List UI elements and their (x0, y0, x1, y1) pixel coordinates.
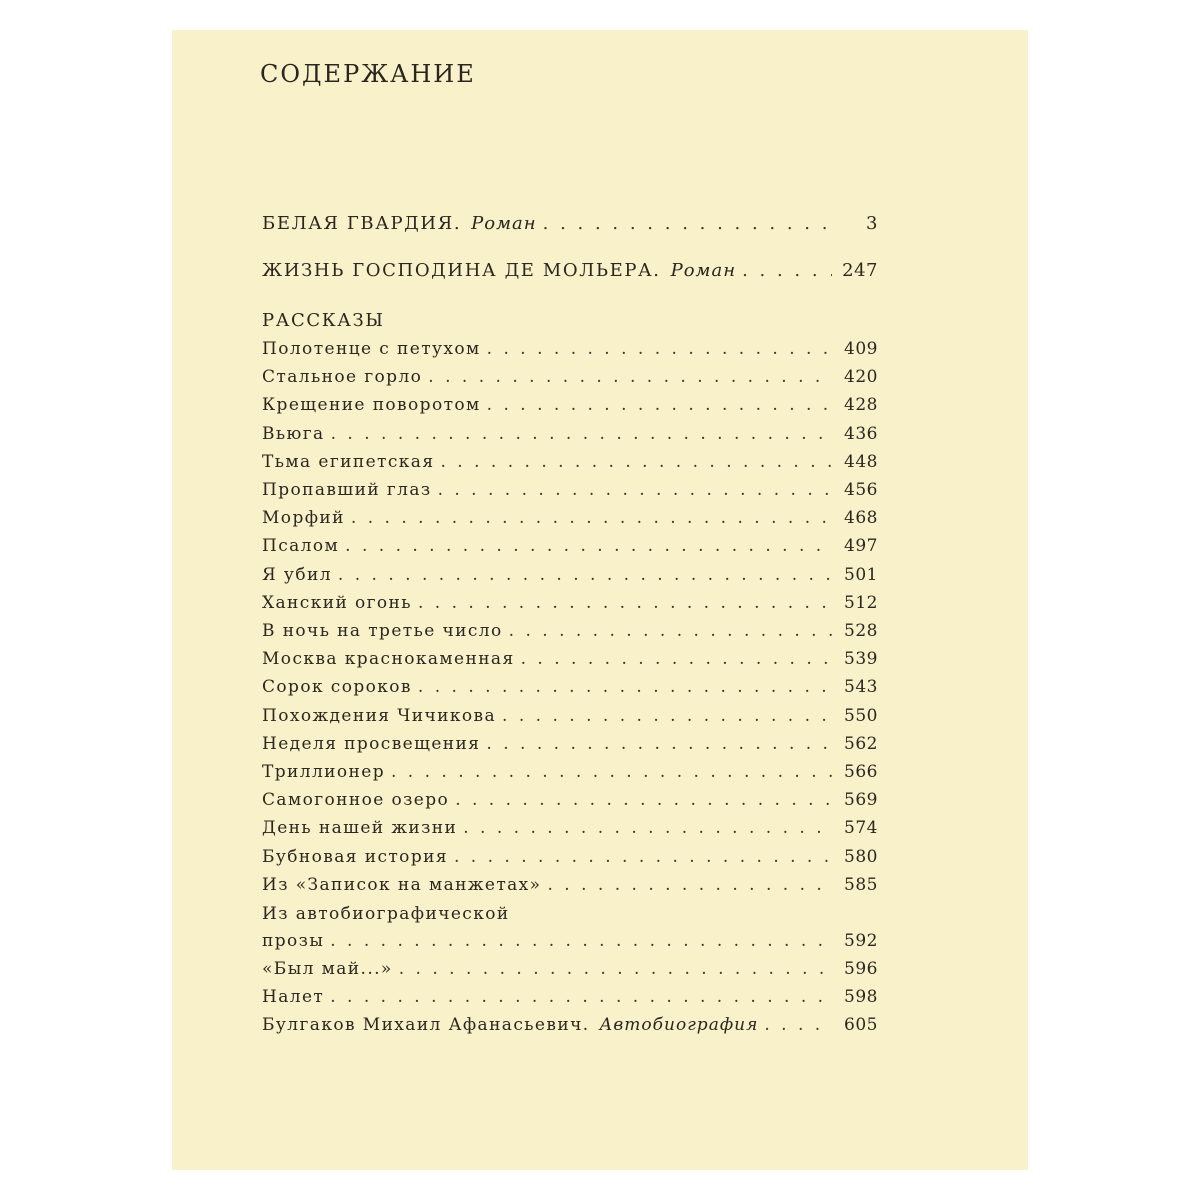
dot-leader (521, 649, 832, 669)
entry-title: Вьюга (262, 423, 325, 444)
dot-leader (543, 213, 832, 234)
toc-entry-story[interactable] (262, 480, 878, 500)
entry-title: Москва краснокаменная (262, 649, 515, 670)
entry-page: 420 (844, 367, 878, 388)
entry-title: День нашей жизни (262, 818, 458, 839)
toc-entry-story[interactable] (262, 677, 878, 697)
toc-entry-story[interactable] (262, 536, 878, 556)
entry-subtitle: Роман (670, 260, 737, 281)
dot-leader (351, 508, 832, 528)
toc-entry-story[interactable] (262, 339, 878, 359)
toc-entry-story[interactable] (262, 395, 878, 415)
contents-heading: СОДЕРЖАНИЕ (260, 60, 476, 88)
entry-title: Я убил (262, 564, 332, 585)
toc-entry-story[interactable] (262, 367, 878, 387)
dot-leader (440, 452, 832, 472)
toc-entry-story[interactable] (262, 847, 878, 867)
entry-page: 585 (844, 874, 878, 895)
dot-leader (418, 593, 832, 613)
toc-entry-story[interactable] (262, 790, 878, 810)
entry-page: 580 (844, 846, 878, 867)
toc-entry-story[interactable] (262, 734, 878, 754)
toc-entry-raid[interactable] (262, 987, 878, 1007)
toc-entry-moliere[interactable] (262, 260, 878, 281)
dot-leader (454, 847, 832, 867)
book-page (172, 30, 1028, 1170)
toc-entry-story[interactable] (262, 762, 878, 782)
toc-entry-story[interactable] (262, 875, 878, 895)
section-heading-stories: РАССКАЗЫ (262, 310, 385, 331)
entry-page: 550 (844, 705, 878, 726)
entry-page: 456 (844, 480, 878, 500)
entry-title: Самогонное озеро (262, 790, 450, 811)
toc-entry-autobiography[interactable] (262, 1015, 878, 1035)
dot-leader (418, 677, 832, 697)
entry-title: Налет (262, 987, 325, 1007)
toc-entry-story[interactable] (262, 508, 878, 528)
entry-page: 501 (844, 564, 878, 585)
entry-page: 592 (844, 931, 878, 951)
dot-leader (330, 931, 832, 951)
entry-page: 605 (844, 1015, 878, 1035)
toc-entry-story[interactable] (262, 452, 878, 472)
entry-page: 543 (844, 677, 878, 698)
entry-title: Сорок сороков (262, 677, 412, 698)
dot-leader (463, 818, 832, 838)
dot-leader (331, 424, 832, 444)
entry-title: Похождения Чичикова (262, 705, 497, 726)
entry-title: БЕЛАЯ ГВАРДИЯ. (262, 213, 462, 234)
toc-entry-story[interactable] (262, 649, 878, 669)
toc-entry-autobio-prose[interactable] (262, 931, 878, 951)
entry-page: 497 (844, 536, 878, 557)
entry-title: В ночь на третье число (262, 621, 503, 641)
entry-title: Бубновая история (262, 846, 448, 867)
dot-leader (330, 987, 832, 1007)
toc-entry-story[interactable] (262, 593, 878, 613)
entry-page: 512 (844, 592, 878, 613)
dot-leader (742, 260, 832, 281)
dot-leader (345, 536, 832, 556)
toc-entry-story[interactable] (262, 706, 878, 726)
entry-subtitle: Роман (471, 213, 537, 234)
entry-title: Полотенце с петухом (262, 339, 481, 359)
entry-title: Пропавший глаз (262, 480, 432, 500)
dot-leader (487, 339, 832, 359)
dot-leader (764, 1015, 832, 1035)
entry-title: ЖИЗНЬ ГОСПОДИНА ДЕ МОЛЬЕРА. (262, 260, 661, 281)
dot-leader (391, 762, 832, 782)
entry-title: Стальное горло (262, 367, 423, 388)
dot-leader (428, 367, 832, 387)
dot-leader (399, 959, 832, 979)
entry-title: Из «Записок на манжетах» (262, 874, 542, 895)
entry-page: 428 (844, 395, 878, 416)
entry-title: Булгаков Михаил Афанасьевич. (262, 1015, 590, 1035)
entry-title: Псалом (262, 536, 340, 557)
entry-title: Триллионер (262, 762, 385, 782)
entry-page: 468 (844, 508, 878, 529)
entry-title: Тьма египетская (262, 451, 435, 472)
autobio-prose-line1: Из автобиографической (262, 904, 510, 924)
entry-page: 574 (844, 818, 878, 839)
toc-entry-story[interactable] (262, 818, 878, 838)
toc-entry-story[interactable] (262, 565, 878, 585)
dot-leader (338, 565, 832, 585)
entry-page: 436 (844, 423, 878, 444)
dot-leader (438, 480, 832, 500)
dot-leader (502, 706, 832, 726)
toc-entry-story[interactable] (262, 424, 878, 444)
entry-page: 3 (866, 213, 878, 234)
entry-title: Ханский огонь (262, 592, 412, 613)
entry-subtitle: Автобиография (599, 1015, 759, 1035)
entry-page: 448 (844, 451, 878, 472)
entry-page: 598 (844, 987, 878, 1007)
toc-entry-was-may[interactable] (262, 959, 878, 979)
dot-leader (547, 875, 832, 895)
dot-leader (486, 734, 832, 754)
entry-title: Крещение поворотом (262, 395, 481, 416)
entry-page: 596 (844, 959, 878, 979)
dot-leader (487, 395, 832, 415)
entry-title: «Был май...» (262, 959, 393, 979)
entry-title: Неделя просвещения (262, 733, 481, 754)
entry-page: 539 (844, 649, 878, 670)
toc-entry-white-guard[interactable] (262, 213, 878, 234)
entry-title: прозы (262, 931, 325, 951)
entry-page: 566 (844, 762, 878, 782)
entry-page: 562 (844, 733, 878, 754)
dot-leader (509, 621, 832, 641)
entry-title: Морфий (262, 508, 345, 529)
toc-entry-story[interactable] (262, 621, 878, 641)
table-of-contents (172, 30, 1028, 1170)
dot-leader (455, 790, 832, 810)
entry-page: 528 (844, 621, 878, 641)
entry-page: 247 (842, 260, 878, 281)
entry-page: 409 (844, 339, 878, 359)
entry-page: 569 (844, 790, 878, 811)
